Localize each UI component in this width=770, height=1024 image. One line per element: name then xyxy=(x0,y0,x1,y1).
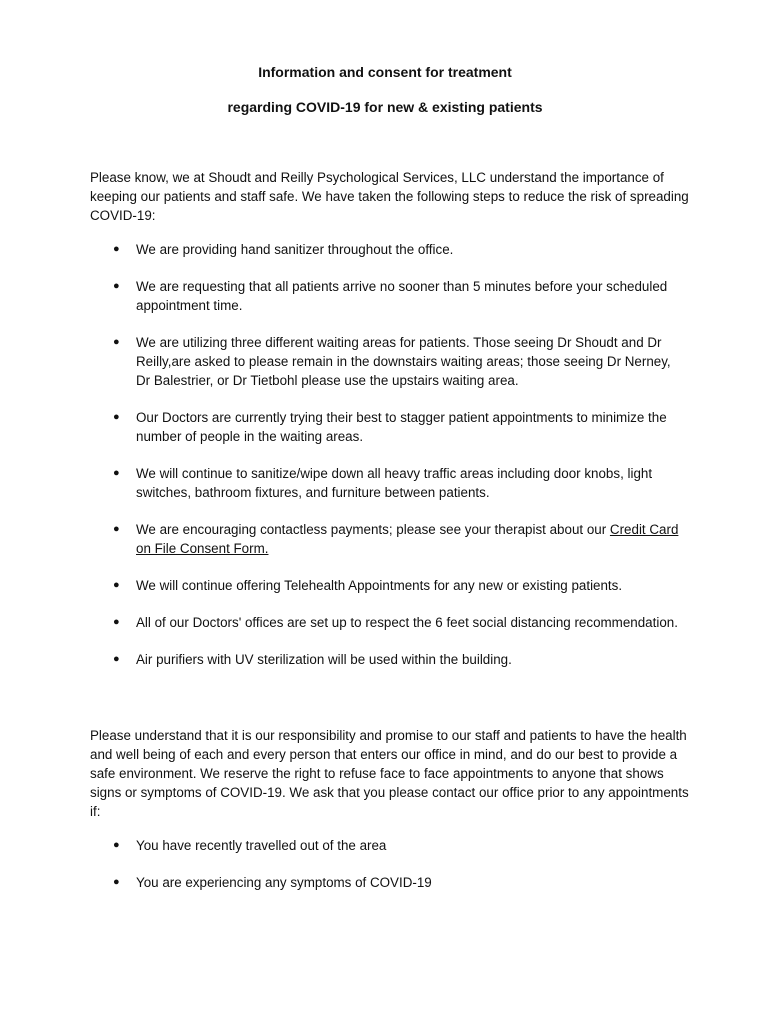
step-text: All of our Doctors' offices are set up to respect the 6 feet social distancing recommendation. xyxy=(136,615,678,630)
condition-text: You are experiencing any symptoms of COVID-19 xyxy=(136,875,432,890)
document-title-line2: regarding COVID-19 for new & existing patients xyxy=(227,99,543,115)
list-item xyxy=(0,650,686,669)
step-text: We are utilizing three different waiting areas for patients. Those seeing Dr Shoudt and Dr Reilly,are asked to please remain in the downstairs waiting areas; those seeing Dr Nerney, Dr Balestrier, or Dr Tietbohl please use the upstairs waiting area. xyxy=(136,335,671,388)
step-text: We will continue to sanitize/wipe down all heavy traffic areas including door knobs, light switches, bathroom fixtures, and furniture between patients. xyxy=(136,466,653,500)
bullet-icon: ● xyxy=(113,579,120,591)
bullet-icon: ● xyxy=(113,336,120,348)
step-text: Our Doctors are currently trying their best to stagger patient appointments to minimize the number of people in the waiting areas. xyxy=(136,410,667,444)
list-item xyxy=(0,576,686,595)
bullet-icon: ● xyxy=(113,411,120,423)
list-item xyxy=(0,277,686,315)
bullet-icon: ● xyxy=(113,280,120,292)
bullet-icon: ● xyxy=(113,523,120,535)
conditions-list xyxy=(0,836,770,910)
step-text: Air purifiers with UV sterilization will be used within the building. xyxy=(136,652,512,667)
document-title-line1: Information and consent for treatment xyxy=(258,64,512,80)
list-item xyxy=(0,873,686,892)
step-text: We are providing hand sanitizer throughout the office. xyxy=(136,242,454,257)
bullet-icon: ● xyxy=(113,839,120,851)
list-item xyxy=(0,408,686,446)
list-item xyxy=(0,613,686,632)
closing-paragraph: Please understand that it is our responsibility and promise to our staff and patients to have the health and well being of each and every person that enters our office in mind, and do our best to provide a safe environment. We reserve the right to refuse face to face appointments to anyone that shows signs or symptoms of COVID-19. We ask that you please contact our office prior to any appointments if: xyxy=(90,728,689,819)
bullet-icon: ● xyxy=(113,616,120,628)
bullet-icon: ● xyxy=(113,243,120,255)
list-item xyxy=(0,240,686,259)
list-item xyxy=(0,333,686,390)
intro-paragraph: Please know, we at Shoudt and Reilly Psychological Services, LLC understand the importance of keeping our patients and staff safe. We have taken the following steps to reduce the risk of spreading COVID-19: xyxy=(90,170,689,223)
condition-text: You have recently travelled out of the area xyxy=(136,838,387,853)
bullet-icon: ● xyxy=(113,467,120,479)
step-text: We are encouraging contactless payments; please see your therapist about our xyxy=(136,522,610,537)
step-text: We are requesting that all patients arrive no sooner than 5 minutes before your scheduled appointment time. xyxy=(136,279,668,313)
safety-steps-list xyxy=(0,240,770,687)
list-item xyxy=(0,836,686,855)
list-item xyxy=(0,464,686,502)
bullet-icon: ● xyxy=(113,653,120,665)
bullet-icon: ● xyxy=(113,876,120,888)
step-text: We will continue offering Telehealth Appointments for any new or existing patients. xyxy=(136,578,623,593)
list-item xyxy=(0,520,686,558)
credit-card-consent-link[interactable]: Credit Card on File Consent Form. xyxy=(136,522,679,556)
